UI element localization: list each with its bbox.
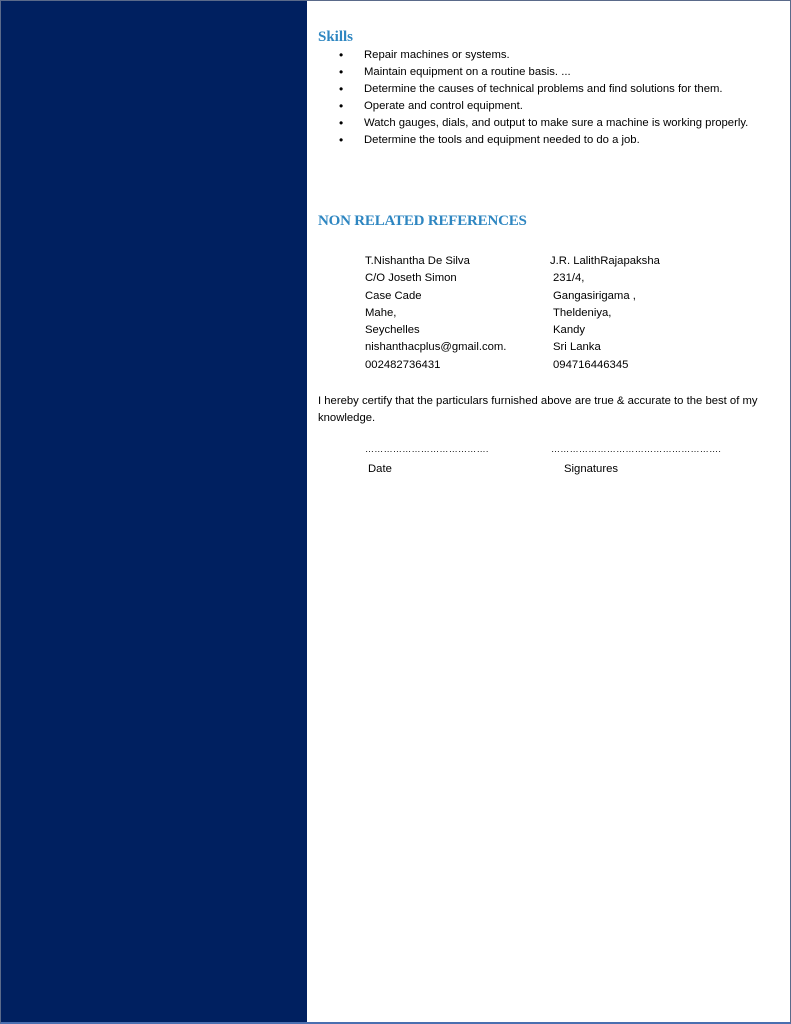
signature-label: Signatures xyxy=(564,463,619,475)
reference-address-line: 231/4, xyxy=(553,272,585,285)
reference-phone: 094716446345 xyxy=(553,358,629,371)
reference-email: nishanthacplus@gmail.com. xyxy=(365,341,507,354)
references-heading: NON RELATED REFERENCES xyxy=(318,213,527,229)
skill-item: • Determine the causes of technical problems and find solutions for them. xyxy=(318,81,788,98)
reference-address-line: Theldeniya, xyxy=(553,306,612,319)
reference-address-line: C/O Joseth Simon xyxy=(365,272,457,285)
skill-item: • Determine the tools and equipment needed to do a job. xyxy=(318,132,788,149)
main-content xyxy=(318,1,788,1022)
reference-address-line: Gangasirigama , xyxy=(553,289,636,302)
declaration-text: I hereby certify that the particulars furnished above are true & accurate to the best of my knowledge. xyxy=(318,395,758,424)
reference-name: T.Nishantha De Silva xyxy=(365,255,470,267)
date-line: …………………………………. xyxy=(365,444,489,454)
sidebar-panel xyxy=(1,1,307,1022)
skill-item: • Maintain equipment on a routine basis. ... xyxy=(318,64,788,81)
skill-item: • Watch gauges, dials, and output to make sure a machine is working properly. xyxy=(318,115,788,132)
skills-heading: Skills xyxy=(318,29,354,45)
reference-address-line: Mahe, xyxy=(365,306,397,319)
date-label: Date xyxy=(368,463,392,475)
signature-line: ………………………………………………. xyxy=(551,444,722,454)
reference-address-line: Kandy xyxy=(553,324,586,337)
reference-address-line: Sri Lanka xyxy=(553,341,601,354)
reference-left xyxy=(365,253,506,374)
reference-right xyxy=(550,253,660,374)
skill-item: • Repair machines or systems. xyxy=(318,47,788,64)
reference-address-line: Seychelles xyxy=(365,324,420,337)
skills-list xyxy=(318,47,788,149)
skill-item: • Operate and control equipment. xyxy=(318,98,788,115)
reference-name: J.R. LalithRajapaksha xyxy=(550,255,660,267)
reference-phone: 002482736431 xyxy=(365,358,441,371)
reference-address-line: Case Cade xyxy=(365,289,422,302)
